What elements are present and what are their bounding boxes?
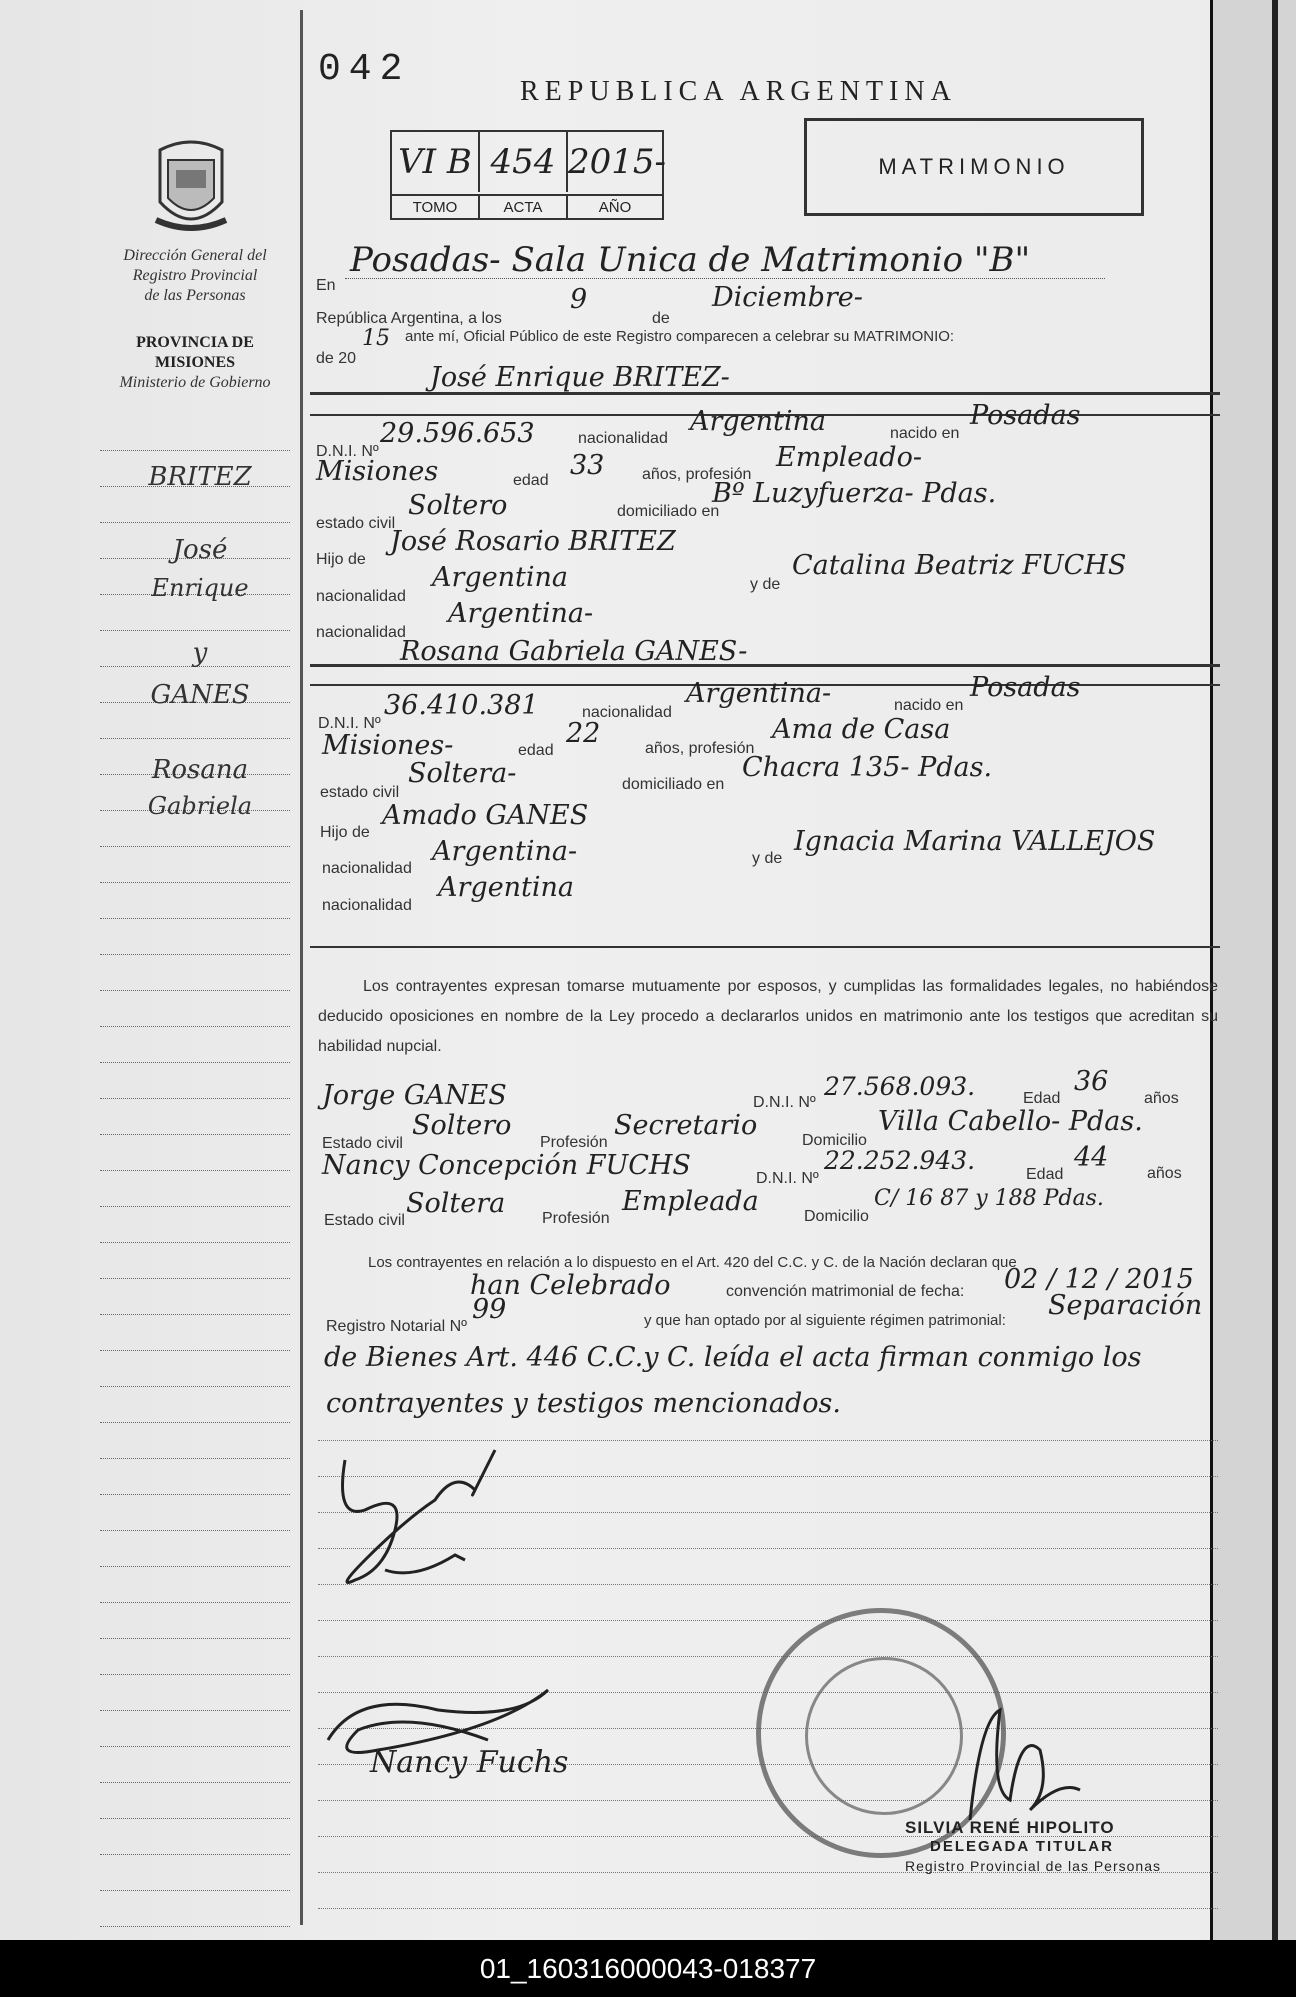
- groom-birthplace-2: Misiones: [316, 456, 439, 487]
- province-name: [100, 333, 290, 373]
- margin-ruled-line: [100, 1530, 290, 1531]
- witness-1-years-label: años: [1144, 1090, 1179, 1107]
- ceremony-day: 9: [570, 284, 588, 315]
- witness-2-dni-label: D.N.I. Nº: [756, 1170, 819, 1187]
- record-type-box: MATRIMONIO: [804, 118, 1144, 216]
- witness-1-name: Jorge GANES: [322, 1080, 507, 1111]
- section-rule-5: [310, 946, 1220, 948]
- bride-mother-label: y de: [752, 850, 783, 867]
- margin-ruled-line: [100, 1710, 290, 1711]
- place-line: [345, 278, 1105, 279]
- witness-signature-name: Nancy Fuchs: [370, 1745, 569, 1780]
- margin-ruled-line: [100, 1314, 290, 1315]
- groom-nationality: Argentina: [690, 406, 827, 437]
- de-label: de: [652, 310, 670, 327]
- groom-mother: Catalina Beatriz FUCHS: [792, 550, 1127, 581]
- bride-mother-nat-label: nacionalidad: [322, 897, 412, 914]
- groom-father: José Rosario BRITEZ: [390, 526, 676, 557]
- bride-mother-nat: Argentina: [438, 872, 575, 903]
- groom-full-name: José Enrique BRITEZ-: [430, 362, 730, 393]
- witness-1-civil-label: Estado civil: [322, 1135, 403, 1152]
- margin-ruled-line: [100, 522, 290, 523]
- bride-birthplace: Posadas: [970, 672, 1081, 703]
- witness-2-domicile-label: Domicilio: [804, 1208, 869, 1225]
- scan-id-bar: 01_160316000043-018377: [0, 1940, 1296, 1997]
- groom-father-nat-label: nacionalidad: [316, 588, 406, 605]
- groom-civil-label: estado civil: [316, 515, 396, 532]
- convention-status: han Celebrado: [470, 1270, 671, 1301]
- witness-1-domicile: Villa Cabello- Pdas.: [878, 1106, 1143, 1137]
- margin-ruled-line: [100, 1206, 290, 1207]
- year-prefix: de 20: [316, 350, 357, 367]
- groom-civil: Soltero: [408, 490, 508, 521]
- margin-note-given-3: Rosana: [151, 755, 249, 785]
- groom-years-label: años, profesión: [642, 466, 752, 483]
- groom-domicile: Bº Luzyfuerza- Pdas.: [712, 478, 997, 509]
- country-title: REPUBLICA ARGENTINA: [520, 76, 957, 107]
- margin-ruled-line: [100, 1890, 290, 1891]
- witness-1-profession: Secretario: [614, 1110, 758, 1141]
- section-rule-1: [310, 392, 1220, 395]
- margin-ruled-line: [100, 1062, 290, 1063]
- groom-age: 33: [570, 450, 605, 481]
- margin-ruled-line: [100, 882, 290, 883]
- margin-ruled-line: [100, 1350, 290, 1351]
- page-edge-shadow: [1272, 0, 1278, 1940]
- signature-bride-icon: [318, 1650, 578, 1810]
- province-seal-icon: [150, 140, 232, 240]
- tomo-value: VI B: [392, 132, 480, 192]
- witness-2-civil-label: Estado civil: [324, 1212, 405, 1229]
- groom-age-label: edad: [513, 472, 549, 489]
- margin-ruled-line: [100, 990, 290, 991]
- bride-dni-label: D.N.I. Nº: [318, 715, 381, 732]
- officer-statement: ante mí, Oficial Público de este Registro comparecen a celebrar su MATRIMONIO:: [405, 328, 955, 345]
- groom-mother-nat-label: nacionalidad: [316, 624, 406, 641]
- groom-profession: Empleado-: [776, 442, 922, 473]
- groom-dni-label: D.N.I. Nº: [316, 443, 379, 460]
- margin-ruled-line: [100, 1602, 290, 1603]
- margin-ruled-line: [100, 1026, 290, 1027]
- bride-nationality-label: nacionalidad: [582, 704, 672, 721]
- witness-2-name: Nancy Concepción FUCHS: [322, 1150, 691, 1181]
- bride-child-of-label: Hijo de: [320, 824, 370, 841]
- registry-box: [390, 130, 667, 220]
- margin-ruled-line: [100, 630, 290, 631]
- margin-ruled-line: [100, 1494, 290, 1495]
- bride-nationality: Argentina-: [686, 678, 832, 709]
- section-rule-3: [310, 664, 1220, 667]
- margin-ruled-line: [100, 1746, 290, 1747]
- regime-line-2: de Bienes Art. 446 C.C.y C. leída el acta firman conmigo los: [324, 1342, 1142, 1373]
- registry-caption-1: Dirección General del: [123, 247, 267, 264]
- margin-note-surname: BRITEZ: [148, 462, 252, 492]
- witness-2-profession-label: Profesión: [542, 1210, 610, 1227]
- groom-dni: 29.596.653: [380, 418, 535, 449]
- acta-label: ACTA: [480, 194, 568, 220]
- bride-full-name: Rosana Gabriela GANES-: [400, 636, 748, 667]
- groom-birth-label: nacido en: [890, 425, 960, 442]
- witness-1-age-label: Edad: [1023, 1090, 1061, 1107]
- margin-divider: [300, 10, 303, 1925]
- margin-ruled-line: [100, 1170, 290, 1171]
- regime-value: Separación: [1048, 1290, 1203, 1321]
- margin-ruled-line: [100, 846, 290, 847]
- witness-2-age-label: Edad: [1026, 1166, 1064, 1183]
- bride-mother: Ignacia Marina VALLEJOS: [794, 826, 1156, 857]
- anio-label: AÑO: [568, 194, 662, 220]
- groom-mother-label: y de: [750, 576, 781, 593]
- republic-label: República Argentina, a los: [316, 310, 502, 327]
- ceremony-month: Diciembre-: [712, 282, 863, 313]
- en-label: En: [316, 277, 336, 294]
- margin-ruled-line: [100, 1818, 290, 1819]
- witness-2-years-label: años: [1147, 1165, 1182, 1182]
- anio-value: 2015-: [568, 142, 667, 182]
- bride-civil: Soltera-: [408, 758, 517, 789]
- witness-1-age: 36: [1074, 1066, 1109, 1097]
- margin-ruled-line: [100, 1134, 290, 1135]
- margin-ruled-line: [100, 1638, 290, 1639]
- body-ruled-line: [318, 1908, 1218, 1909]
- convention-intro: Los contrayentes en relación a lo dispuesto en el Art. 420 del C.C. y C. de la Nación declaran que: [368, 1254, 1017, 1271]
- witness-1-domicile-label: Domicilio: [802, 1132, 867, 1149]
- convention-date: 02 / 12 / 2015: [1004, 1264, 1194, 1295]
- margin-ruled-line: [100, 1926, 290, 1927]
- registry-caption-2: Registro Provincial: [132, 267, 258, 284]
- margin-ruled-line: [100, 918, 290, 919]
- registry-caption-3: de las Personas: [144, 287, 246, 304]
- margin-ruled-line: [100, 1458, 290, 1459]
- signature-groom-icon: [325, 1430, 525, 1600]
- margin-ruled-line: [100, 1098, 290, 1099]
- province-line-1: PROVINCIA DE: [136, 334, 254, 351]
- bride-domicile-label: domiciliado en: [622, 776, 725, 793]
- bride-civil-label: estado civil: [320, 784, 400, 801]
- province-line-2: MISIONES: [154, 354, 236, 371]
- officer-office: Registro Provincial de las Personas: [905, 1858, 1161, 1874]
- margin-ruled-line: [100, 1674, 290, 1675]
- witness-2-dni: 22.252.943.: [824, 1146, 976, 1175]
- ceremony-year: 15: [362, 326, 390, 351]
- folio-number: 042: [318, 48, 411, 91]
- margin-note-given-2: Enrique: [151, 574, 249, 602]
- groom-domicile-label: domiciliado en: [617, 503, 720, 520]
- bride-profession: Ama de Casa: [772, 714, 951, 745]
- regime-label: y que han optado por al siguiente régimen patrimonial:: [644, 1312, 1006, 1329]
- body-ruled-line: [318, 1620, 1218, 1621]
- margin-ruled-line: [100, 1854, 290, 1855]
- ministry-name: Ministerio de Gobierno: [119, 374, 271, 391]
- groom-nationality-label: nacionalidad: [578, 430, 668, 447]
- bride-years-label: años, profesión: [645, 740, 755, 757]
- margin-ruled-line: [100, 954, 290, 955]
- bride-birth-label: nacido en: [894, 697, 964, 714]
- witness-2-age: 44: [1074, 1142, 1109, 1173]
- margin-note-given-4: Gabriela: [147, 792, 253, 820]
- acta-value: 454: [480, 132, 568, 192]
- notary-number: 99: [472, 1294, 507, 1325]
- witness-2-domicile: C/ 16 87 y 188 Pdas.: [874, 1186, 1104, 1211]
- groom-father-nat: Argentina: [432, 562, 569, 593]
- margin-note-given-1: José: [172, 535, 228, 565]
- margin-ruled-line: [100, 738, 290, 739]
- groom-birthplace: Posadas: [970, 400, 1081, 431]
- margin-ruled-line: [100, 1782, 290, 1783]
- witness-2-civil: Soltera: [406, 1188, 506, 1219]
- bride-dni: 36.410.381: [384, 690, 539, 721]
- regime-line-3: contrayentes y testigos mencionados.: [326, 1388, 841, 1419]
- officer-title: DELEGADA TITULAR: [930, 1838, 1114, 1855]
- declaration-text: Los contrayentes expresan tomarse mutuamente por esposos, y cumplidas las formalidades legales, no habiéndose deducido oposiciones en nombre de la Ley procedo a declararlos unidos en matrimonio ante los testigos que acreditan su habilidad nupcial.: [318, 978, 1218, 1055]
- notary-label: Registro Notarial Nº: [326, 1318, 467, 1335]
- bride-age-label: edad: [518, 742, 554, 759]
- witness-1-dni-label: D.N.I. Nº: [753, 1094, 816, 1111]
- margin-ruled-line: [100, 1566, 290, 1567]
- convention-date-label: convención matrimonial de fecha:: [726, 1283, 965, 1300]
- bride-age: 22: [566, 718, 601, 749]
- margin-ruled-line: [100, 1278, 290, 1279]
- witness-1-dni: 27.568.093.: [824, 1072, 976, 1101]
- margin-ruled-line: [100, 450, 290, 451]
- groom-mother-nat: Argentina-: [448, 598, 594, 629]
- ceremony-place: Posadas- Sala Unica de Matrimonio "B": [350, 240, 1031, 280]
- groom-child-of-label: Hijo de: [316, 551, 366, 568]
- bride-father-nat: Argentina-: [432, 836, 578, 867]
- bride-domicile: Chacra 135- Pdas.: [742, 752, 993, 783]
- page-edge: [1210, 0, 1296, 1940]
- margin-ruled-line: [100, 1386, 290, 1387]
- tomo-label: TOMO: [392, 194, 480, 220]
- margin-note-and: y: [192, 638, 208, 668]
- margin-ruled-line: [100, 1422, 290, 1423]
- witness-2-profession: Empleada: [622, 1186, 759, 1217]
- bride-birthplace-2: Misiones-: [322, 730, 454, 761]
- witness-1-profession-label: Profesión: [540, 1134, 608, 1151]
- margin-ruled-line: [100, 1242, 290, 1243]
- bride-father-nat-label: nacionalidad: [322, 860, 412, 877]
- margin-note-surname-2: GANES: [150, 680, 250, 710]
- officer-name: SILVIA RENÉ HIPOLITO: [905, 1818, 1115, 1837]
- bride-father: Amado GANES: [382, 800, 589, 831]
- witness-1-civil: Soltero: [412, 1110, 512, 1141]
